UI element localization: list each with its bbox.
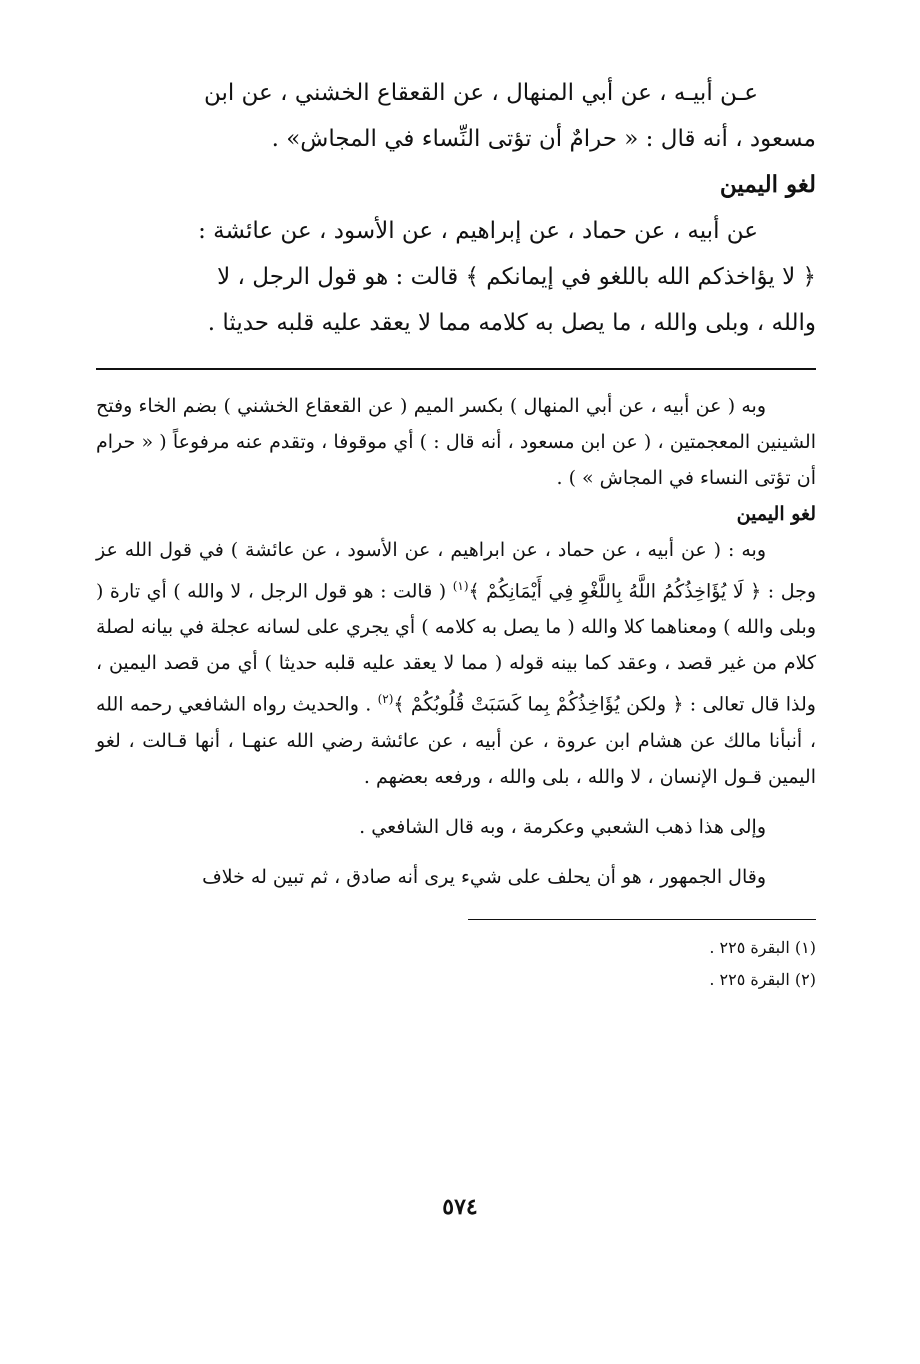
commentary-text-run: . والحديث رواه الشافعي رحمه الله ، أنبأنا مالك عن هشام ابن عروة ، عن أبيه ، عن عائشة رضي الله عنهـا ، أنها قـالت ، لغو اليمين قـول الإنسان ، لا والله ، بلى والله ، ورفعه بعضهم . [96, 693, 816, 788]
hadith-text [96, 70, 816, 346]
footnote-marker: (٢) [377, 692, 394, 707]
commentary-heading: لغو اليمين [736, 503, 816, 525]
hadith-line: والله ، وبلى والله ، ما يصل به كلامه مما لا يعقد عليه قلبه حديثا . [207, 310, 816, 336]
separator-rule [96, 368, 816, 370]
commentary-paragraph: وإلى هذا ذهب الشعبي وعكرمة ، وبه قال الشافعي . [359, 815, 766, 838]
hadith-line: عن أبيه ، عن حماد ، عن إبراهيم ، عن الأسود ، عن عائشة : [198, 218, 758, 244]
book-page [96, 70, 816, 996]
footnote-marker: (١) [452, 579, 469, 593]
footnote: (١) البقرة ٢٢٥ . [709, 937, 816, 957]
hadith-line: ﴿ لا يؤاخذكم الله باللغو في إيمانكم ﴾ قالت : هو قول الرجل ، لا [217, 264, 816, 290]
page-number: ٥٧٤ [442, 1194, 478, 1220]
footnote: (٢) البقرة ٢٢٥ . [709, 969, 816, 989]
hadith-line: مسعود ، أنه قال : « حرامٌ أن تؤتى النِّساء في المجاش» . [271, 126, 816, 152]
commentary-paragraph: وبه ( عن أبيه ، عن أبي المنهال ) بكسر الميم ( عن القعقاع الخشني ) بضم الخاء وفتح الشينين المعجمتين ، ( عن ابن مسعود ، أنه قال : ) أي موقوفا ، وتقدم عنه مرفوعاً ( « حرام أن تؤتى النساء في المجاش » ) . [96, 395, 816, 489]
commentary-text-run: ( قالت : هو قول الرجل ، لا والله ) أي تارة ( وبلى والله ) ومعناهما كلا والله ( ما يصل به كلامه ) أي يجري على لسانه عجلة في بيانه لصلة كلام من غير قصد ، وعقد كما بينه قوله ( مما لا يعقد عليه قلبه حديثا ) أي من قصد اليمين ، ولذا قال تعالى : ﴿ ولكن يُؤَاخِذُكُمْ بِما كَسَبَتْ قُلُوبُكُمْ ﴾ [96, 580, 816, 716]
commentary-text [96, 388, 816, 895]
commentary-paragraph: وقال الجمهور ، هو أن يحلف على شيء يرى أنه صادق ، ثم تبين له خلاف [202, 865, 766, 888]
hadith-line: عـن أبيـه ، عن أبي المنهال ، عن القعقاع الخشني ، عن ابن [203, 80, 758, 106]
section-heading: لغو اليمين [719, 171, 816, 198]
footnote-rule [468, 919, 816, 920]
footnotes [96, 932, 816, 996]
commentary-text-run: وبه : ( عن أبيه ، عن حماد ، عن ابراهيم ، عن الأسود ، عن عائشة ) في قول الله عز وجل : ﴿ لَا يُؤَاخِذُكُمُ اللَّهُ بِاللَّغْوِ فِي أَيْمَانِكُمْ ﴾ [96, 539, 817, 603]
commentary-paragraph [96, 532, 816, 795]
